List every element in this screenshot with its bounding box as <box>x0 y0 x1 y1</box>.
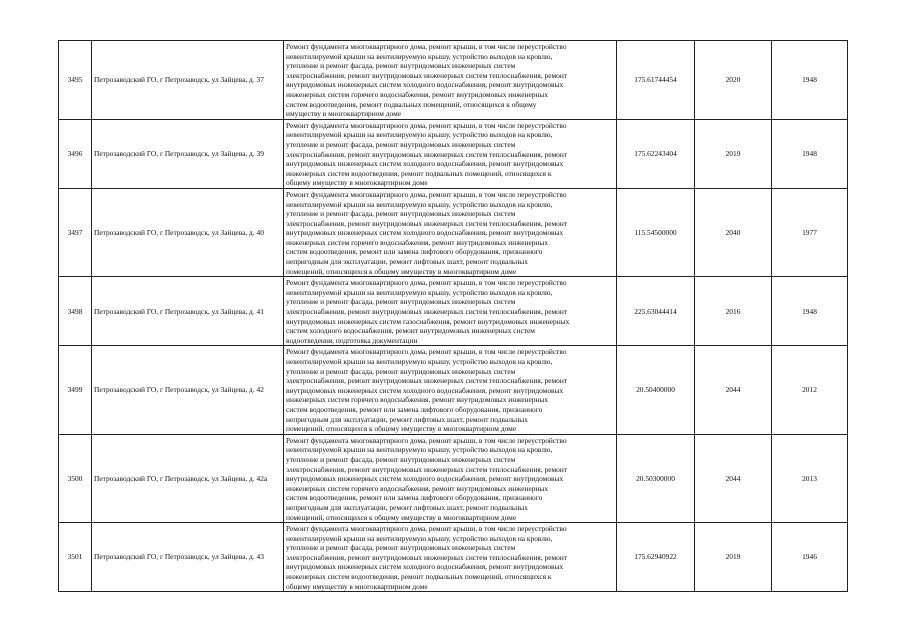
built-year-cell: 1946 <box>772 523 848 592</box>
works-line: Ремонт фундамента многоквартирного дома, ремонт крыши, в том числе переустройство <box>286 524 567 534</box>
works-line: электроснабжения, ремонт внутридомовых инженерных систем теплоснабжения, ремонт <box>286 218 568 228</box>
planned-year-cell: 2016 <box>695 277 772 346</box>
works-line: невентилируемой крыши на вентилируемую крышу, устройство выходов на кровлю, <box>286 445 553 455</box>
row-number-cell: 3499 <box>59 346 92 434</box>
works-line: Ремонт фундамента многоквартирного дома, ремонт крыши, в том числе переустройство <box>286 435 567 445</box>
planned-year-cell: 2019 <box>695 523 772 592</box>
works-line: инженерных систем водоотведения, ремонт подвальных помещений, относящихся к <box>286 572 552 582</box>
address-cell: Петрозаводский ГО, г Петрозаводск, ул Зайцева, д. 42 <box>92 346 284 434</box>
table-row <box>59 523 848 592</box>
repair-program-table <box>58 40 848 592</box>
works-line: систем водоотведения, ремонт или замена лифтового оборудования, признанного <box>286 493 543 503</box>
works-line: невентилируемой крыши на вентилируемую крышу, устройство выходов на кровлю, <box>286 357 553 366</box>
works-line: Ремонт фундамента многоквартирного дома, ремонт крыши, в том числе переустройство <box>286 189 567 199</box>
works-line: утепление и ремонт фасада, ремонт внутридомовых инженерных систем <box>286 543 516 553</box>
built-year-cell: 1948 <box>772 277 848 346</box>
address-cell: Петрозаводский ГО, г Петрозаводск, ул Зайцева, д. 39 <box>92 119 284 188</box>
works-line: Ремонт фундамента многоквартирного дома, ремонт крыши, в том числе переустройство <box>286 42 567 51</box>
cost-cell: 225.63044414 <box>617 277 695 346</box>
works-line: Ремонт фундамента многоквартирного дома, ремонт крыши, в том числе переустройство <box>286 120 567 130</box>
works-line: утепление и ремонт фасада, ремонт внутридомовых инженерных систем <box>286 209 516 219</box>
works-line: электроснабжения, ремонт внутридомовых инженерных систем теплоснабжения, ремонт <box>286 149 568 159</box>
table-row <box>59 119 848 188</box>
address-cell: Петрозаводский ГО, г Петрозаводск, ул Зайцева, д. 40 <box>92 188 284 276</box>
planned-year-cell: 2044 <box>695 346 772 434</box>
works-line: инженерных систем горячего водоснабжения, ремонт внутридомовых инженерных <box>286 237 549 247</box>
works-line: Ремонт фундамента многоквартирного дома, ремонт крыши, в том числе переустройство <box>286 278 567 288</box>
works-line: внутридомовых инженерных систем холодного водоснабжения, ремонт внутридомовых <box>286 385 564 395</box>
planned-year-cell: 2044 <box>695 434 772 522</box>
works-line: общему имуществу в многоквартирном доме <box>286 178 428 188</box>
works-line: внутридомовых инженерных систем холодного водоснабжения, ремонт внутридомовых <box>286 228 564 238</box>
row-number-cell: 3501 <box>59 523 92 592</box>
works-line: невентилируемой крыши на вентилируемую крышу, устройство выходов на кровлю, <box>286 130 553 140</box>
works-line: электроснабжения, ремонт внутридомовых инженерных систем теплоснабжения, ремонт <box>286 307 568 317</box>
built-year-cell: 2013 <box>772 434 848 522</box>
works-line: внутридомовых инженерных систем холодного водоснабжения, ремонт внутридомовых <box>286 474 564 484</box>
works-line: систем холодного водоснабжения, ремонт внутридомовых инженерных систем <box>286 326 535 336</box>
row-number-cell: 3496 <box>59 119 92 188</box>
works-line: электроснабжения, ремонт внутридомовых инженерных систем теплоснабжения, ремонт <box>286 552 568 562</box>
works-cell <box>284 277 617 346</box>
works-line: помещений, относящихся к общему имуществу в многоквартирном доме <box>286 424 517 434</box>
works-line: внутридомовых инженерных систем газоснабжения, ремонт внутридомовых инженерных <box>286 316 570 326</box>
table-row <box>59 434 848 522</box>
planned-year-cell: 2019 <box>695 119 772 188</box>
cost-cell: 20.50400000 <box>617 346 695 434</box>
document-page <box>58 40 847 592</box>
row-number-cell: 3497 <box>59 188 92 276</box>
works-line: утепление и ремонт фасада, ремонт внутридомовых инженерных систем <box>286 61 516 71</box>
works-line: Ремонт фундамента многоквартирного дома, ремонт крыши, в том числе переустройство <box>286 347 567 357</box>
works-line: помещений, относящихся к общему имуществу в многоквартирном доме <box>286 512 517 522</box>
works-line: непригодным для эксплуатации, ремонт лифтовых шахт, ремонт подвальных <box>286 414 528 424</box>
cost-cell: 20.50300000 <box>617 434 695 522</box>
works-line: невентилируемой крыши на вентилируемую крышу, устройство выходов на кровлю, <box>286 287 553 297</box>
built-year-cell: 1948 <box>772 119 848 188</box>
works-line: внутридомовых инженерных систем холодного водоснабжения, ремонт внутридомовых <box>286 80 564 90</box>
works-line: утепление и ремонт фасада, ремонт внутридомовых инженерных систем <box>286 454 516 464</box>
works-line: систем водоотведения, ремонт или замена лифтового оборудования, признанного <box>286 404 543 414</box>
address-cell: Петрозаводский ГО, г Петрозаводск, ул Зайцева, д. 42а <box>92 434 284 522</box>
table-row <box>59 41 848 120</box>
works-line: утепление и ремонт фасада, ремонт внутридомовых инженерных систем <box>286 297 516 307</box>
table-row <box>59 346 848 434</box>
row-number-cell: 3498 <box>59 277 92 346</box>
works-line: инженерных систем горячего водоснабжения, ремонт внутридомовых инженерных <box>286 483 549 493</box>
works-line: внутридомовых инженерных систем холодного водоснабжения, ремонт внутридомовых <box>286 159 564 169</box>
works-line: утепление и ремонт фасада, ремонт внутридомовых инженерных систем <box>286 366 516 376</box>
works-cell <box>284 434 617 522</box>
works-line: внутридомовых инженерных систем холодного водоснабжения, ремонт внутридомовых <box>286 562 564 572</box>
works-line: непригодным для эксплуатации, ремонт лифтовых шахт, ремонт подвальных <box>286 502 528 512</box>
works-line: электроснабжения, ремонт внутридомовых инженерных систем теплоснабжения, ремонт <box>286 464 568 474</box>
works-cell <box>284 41 617 120</box>
works-cell <box>284 523 617 592</box>
works-line: невентилируемой крыши на вентилируемую крышу, устройство выходов на кровлю, <box>286 51 553 61</box>
works-line: непригодным для эксплуатации, ремонт лифтовых шахт, ремонт подвальных <box>286 257 528 267</box>
works-line: электроснабжения, ремонт внутридомовых инженерных систем теплоснабжения, ремонт <box>286 376 568 386</box>
works-line: инженерных систем горячего водоснабжения, ремонт внутридомовых инженерных <box>286 89 549 99</box>
row-number-cell: 3495 <box>59 41 92 120</box>
address-cell: Петрозаводский ГО, г Петрозаводск, ул Зайцева, д. 43 <box>92 523 284 592</box>
works-cell <box>284 346 617 434</box>
works-cell <box>284 188 617 276</box>
works-cell <box>284 119 617 188</box>
address-cell: Петрозаводский ГО, г Петрозаводск, ул Зайцева, д. 41 <box>92 277 284 346</box>
works-line: водоотведения, подготовка документации <box>286 335 418 345</box>
row-number-cell: 3500 <box>59 434 92 522</box>
cost-cell: 175.62940922 <box>617 523 695 592</box>
works-line: утепление и ремонт фасада, ремонт внутридомовых инженерных систем <box>286 139 516 149</box>
works-line: систем водоотведения, ремонт или замена лифтового оборудования, признанного <box>286 247 543 257</box>
address-cell: Петрозаводский ГО, г Петрозаводск, ул Зайцева, д. 37 <box>92 41 284 120</box>
works-line: невентилируемой крыши на вентилируемую крышу, устройство выходов на кровлю, <box>286 533 553 543</box>
built-year-cell: 1948 <box>772 41 848 120</box>
planned-year-cell: 2020 <box>695 41 772 120</box>
built-year-cell: 2012 <box>772 346 848 434</box>
works-line: имуществу в многоквартирном доме <box>286 109 402 119</box>
cost-cell: 175.61744454 <box>617 41 695 120</box>
works-line: помещений, относящихся к общему имуществу в многоквартирном доме <box>286 266 517 276</box>
built-year-cell: 1977 <box>772 188 848 276</box>
cost-cell: 115.54500000 <box>617 188 695 276</box>
cost-cell: 175.62243404 <box>617 119 695 188</box>
works-line: общему имуществу в многоквартирном доме <box>286 581 428 591</box>
works-line: невентилируемой крыши на вентилируемую крышу, устройство выходов на кровлю, <box>286 199 553 209</box>
works-line: инженерных систем водоотведения, ремонт подвальных помещений, относящихся к <box>286 168 552 178</box>
works-line: инженерных систем горячего водоснабжения, ремонт внутридомовых инженерных <box>286 395 549 405</box>
works-line: электроснабжения, ремонт внутридомовых инженерных систем теплоснабжения, ремонт <box>286 70 568 80</box>
table-row <box>59 188 848 276</box>
planned-year-cell: 2040 <box>695 188 772 276</box>
table-row <box>59 277 848 346</box>
works-line: систем водоотведения, ремонт подвальных помещений, относящихся к общему <box>286 99 537 109</box>
